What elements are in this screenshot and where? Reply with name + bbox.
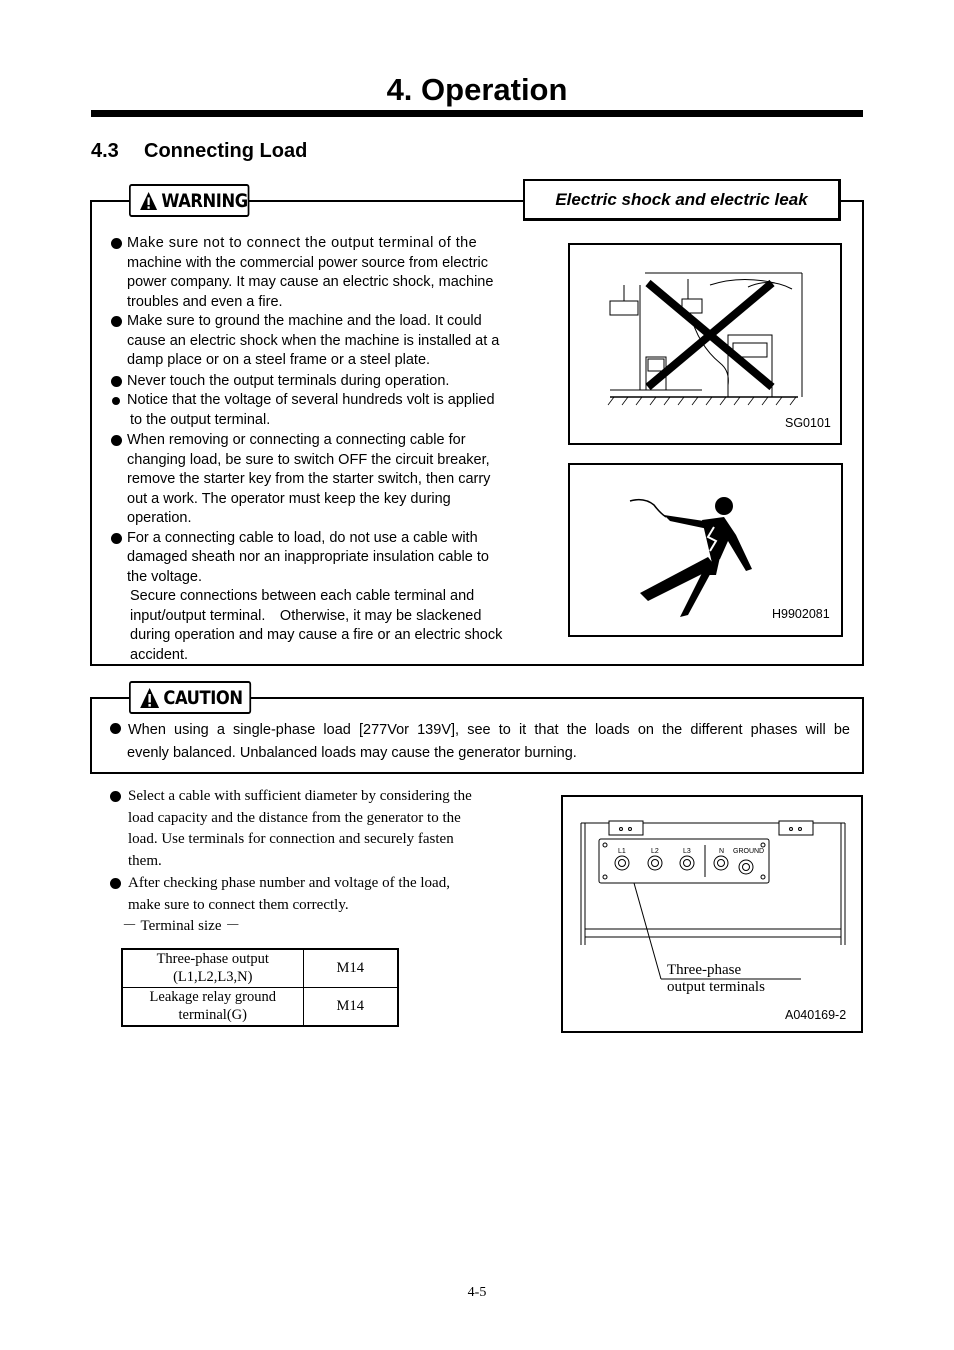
warning-triangle-icon [139,190,158,212]
electric-shock-person-illustration [570,465,841,635]
warning-extra-text: Secure connections between each cable terminal and input/output terminal. Otherwise, it may be slackened during operation and may cause a fire or an electric shock accident. [130,588,503,663]
bullet-icon [110,878,121,889]
table-row [122,949,398,988]
bullet-icon [111,316,122,327]
table-cell: Three-phase output (L1,L2,L3,N) [122,949,303,988]
table-cell: M14 [303,988,398,1027]
bullet-icon [110,791,121,802]
title-rule [91,110,863,117]
section-title: Connecting Load [144,140,308,162]
warning-badge [129,184,249,217]
terminal-label: L2 [651,848,659,855]
list-item: Notice that the voltage of several hundreds volt is applied to the output terminal. [111,391,541,430]
list-item: When removing or connecting a connecting cable for changing load, be sure to switch OFF the circuit breaker, remove the starter key from the starter switch, then carry out a work. The operator must keep the key during operation. [111,431,541,529]
terminal-size-table [121,948,399,1027]
terminal-label: L1 [618,848,626,855]
bullet-icon [111,435,122,446]
terminal-label: GROUND [733,848,765,855]
terminal-caption: output terminals [667,979,765,995]
caution-text [110,719,850,765]
list-item: Make sure not to connect the output terminal of the machine with the commercial power source from electric power company. It may cause an electric shock, machine troubles and even a fire. [111,234,541,312]
no-connection-prohibited-illustration [570,245,840,443]
list-item: For a connecting cable to load, do not use a cable with damaged sheath nor an inappropriate insulation cable to the voltage. [111,529,541,588]
list-item: After checking phase number and voltage of the load, make sure to connect them correctly. [110,873,550,916]
figure-code: A040169-2 [785,1008,847,1022]
figure-code: SG0101 [785,416,831,430]
body-list [110,786,550,938]
table-row [122,988,398,1027]
caution-badge-label: CAUTION [163,686,243,709]
hazard-title: Electric shock and electric leak [523,179,841,221]
warning-badge-label: WARNING [161,189,248,212]
table-cell: M14 [303,949,398,988]
terminal-size-label: － Terminal size － [122,918,241,935]
section-number: 4.3 [91,140,119,162]
terminal-label: N [719,848,725,855]
bullet-icon [110,723,121,734]
figure-prohibited-connection [568,243,842,445]
caution-triangle-icon [139,687,160,709]
list-item: Make sure to ground the machine and the load. It could cause an electric shock when the machine is installed at a damp place or on a steel frame or a steel plate. [111,312,541,371]
bullet-icon [111,376,122,387]
warning-list [111,234,541,665]
page-number: 4-5 [467,1285,487,1300]
list-item: Never touch the output terminals during operation. [111,372,541,392]
figure-terminal-panel [561,795,863,1033]
list-item: Select a cable with sufficient diameter by considering the load capacity and the distance from the generator to the load. Use terminals for connection and securely fasten them. [110,786,550,873]
section-heading [91,137,307,165]
caution-line-2: evenly balanced. Unbalanced loads may cause the generator burning. [127,745,577,761]
figure-electric-shock [568,463,843,637]
caution-line-1: When using a single-phase load [277Vor 139V], see to it that the loads on the different phases will be [110,719,850,742]
bullet-icon [112,397,120,405]
bullet-icon [111,533,122,544]
page-title: 4. Operation [386,72,568,107]
table-cell: Leakage relay ground terminal(G) [122,988,303,1027]
figure-code: H9902081 [772,607,830,621]
bullet-icon [111,238,122,249]
terminal-caption: Three-phase [667,962,742,978]
caution-badge [129,681,251,714]
terminal-panel-illustration [563,797,861,1031]
terminal-label: L3 [683,848,691,855]
